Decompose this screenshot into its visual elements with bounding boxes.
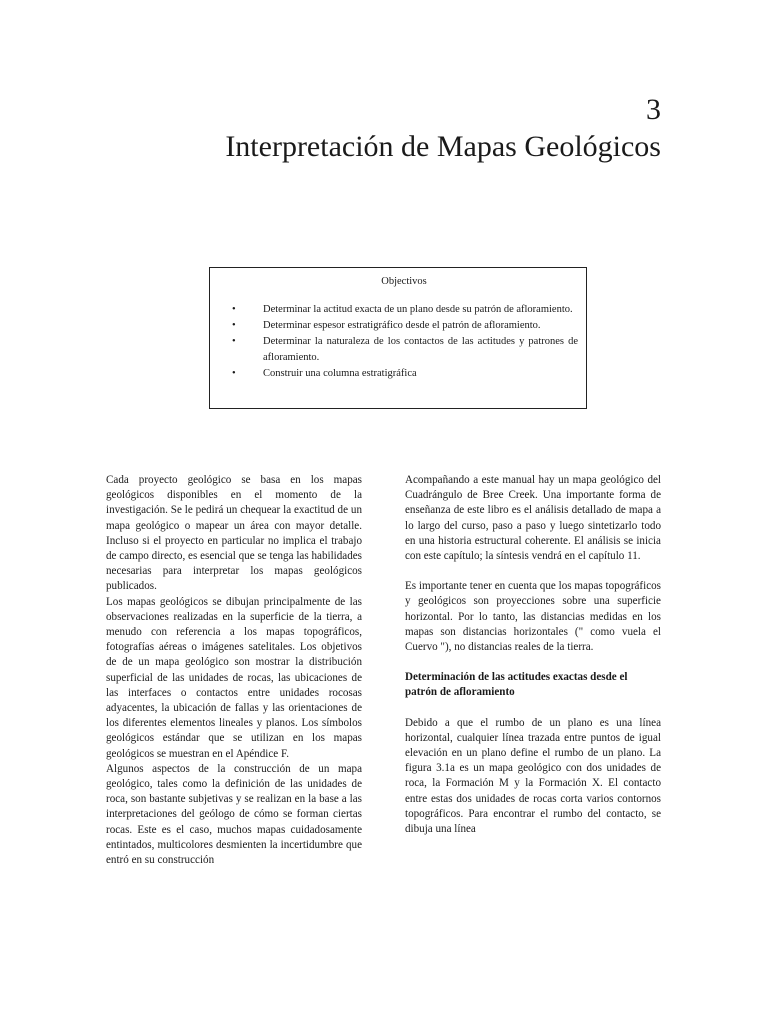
body-paragraph: Algunos aspectos de la construcción de un mapa geológico, tales como la definición de las unidades de roca, son bastante subjetivas y se realizan en la base a las interpretaciones del geólogo de cómo se forman ciertas rocas. Este es el caso, muchos mapas cuidadosamente entintados, multicolores desmienten la incertidumbre que entró en su construcción (106, 762, 362, 867)
objective-item: • Determinar la actitud exacta de un plano desde su patrón de afloramiento. (230, 302, 578, 318)
body-paragraph: Acompañando a este manual hay un mapa geológico del Cuadrángulo de Bree Creek. Una importante forma de enseñanza de este libro es el análisis detallado de mapa a lo largo del curso, paso a paso y luego sintetizarlo todo en una historia estructural coherente. El análisis se inicia con este capítulo; la síntesis vendrá en el capítulo 11. (405, 474, 661, 563)
body-paragraph: Debido a que el rumbo de un plano es una línea horizontal, cualquier línea trazada entre puntos de igual elevación en un plano define el rumbo de un plano. La figura 3.1a es un mapa geológico con dos unidades de roca, la Formación M y la Formación X. El contacto entre estas dos unidades de rocas corta varios contornos topográficos. Para encontrar el rumbo del contacto, se dibuja una línea (405, 716, 661, 836)
chapter-title: Interpretación de Mapas Geológicos (225, 130, 661, 163)
left-column (106, 473, 362, 868)
body-paragraph: Los mapas geológicos se dibujan principalmente de las observaciones realizadas en la superficie de la tierra, a menudo con referencia a los mapas topográficos, fotografías aéreas o imágenes satelitales. Los objetivos de de un mapa geológico son mostrar la distribución superficial de las unidades de rocas, las ubicaciones de las interfaces o contactos entre unidades rocosas adyacentes, la ubicación de fallas y las orientaciones de los diferentes elementos lineales y planos. Los símbolos geológicos estándar que se utilizan en los mapas geológicos se muestran en el Apéndice F. (106, 595, 362, 760)
body-paragraph: Es importante tener en cuenta que los mapas topográficos y geológicos son proyecciones sobre una superficie horizontal. Por lo tanto, las distancias medidas en los mapas son distancias horizontales (" como vuela el Cuervo "), no distancias reales de la tierra. (405, 580, 661, 654)
objectives-box (209, 267, 587, 409)
objective-item: • Determinar la naturaleza de los contactos de las actitudes y patrones de afloramiento. (230, 334, 578, 366)
objective-item: • Determinar espesor estratigráfico desde el patrón de afloramiento. (230, 318, 578, 334)
chapter-number: 3 (646, 93, 661, 126)
objectives-heading: Objectivos (381, 276, 427, 287)
objective-item: • Construir una columna estratigráfica (230, 366, 578, 382)
right-column (405, 473, 661, 837)
objectives-list (230, 302, 578, 382)
body-paragraph: Cada proyecto geológico se basa en los mapas geológicos disponibles en el momento de la investigación. Se le pedirá un chequear la exactitud de un mapa geológico o mapear un área con mayor detalle. Incluso si el proyecto en particular no implica el trabajo de campo directo, es esencial que se tenga las habilidades necesarias para interpretar los mapas geológicos publicados. (106, 474, 362, 593)
section-heading: Determinación de las actitudes exactas desde el patrón de afloramiento (405, 671, 628, 699)
